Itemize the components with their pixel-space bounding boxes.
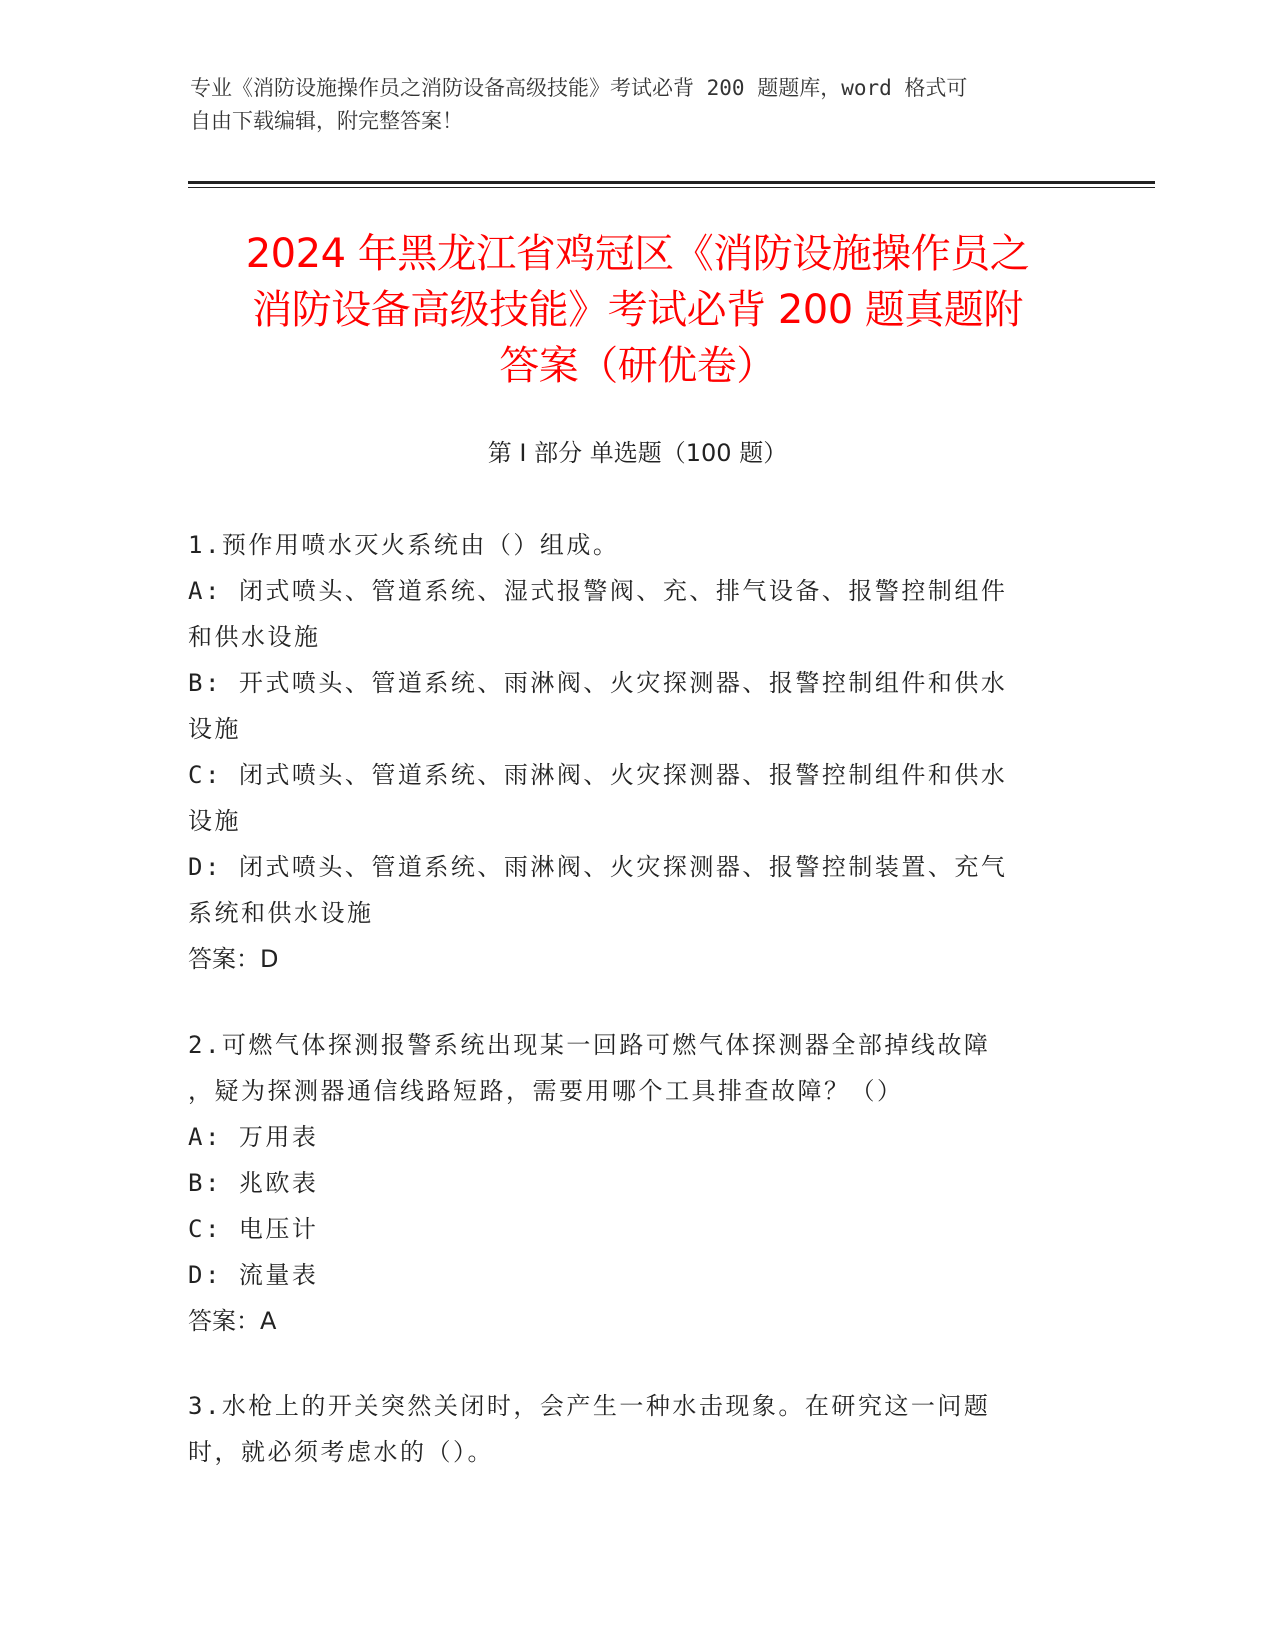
header-note-line: 自由下载编辑，附完整答案！ (190, 109, 463, 133)
question-1 (188, 522, 1088, 982)
option-b: B: 兆欧表 (188, 1169, 319, 1197)
option-b: B: 开式喷头、管道系统、雨淋阀、火灾探测器、报警控制组件和供水 (188, 669, 1008, 697)
document-title (170, 226, 1105, 394)
question-3 (188, 1383, 1088, 1475)
header-divider-thin (188, 187, 1155, 188)
question-stem: 1.预作用喷水灭火系统由（）组成。 (188, 531, 620, 559)
option-c: C: 电压计 (188, 1215, 319, 1243)
title-line: 答案（研优卷） (499, 343, 776, 389)
question-2 (188, 1022, 1088, 1344)
option-c: C: 闭式喷头、管道系统、雨淋阀、火灾探测器、报警控制组件和供水 (188, 761, 1008, 789)
option-a: A: 万用表 (188, 1123, 319, 1151)
option-b-continued: 设施 (188, 715, 241, 743)
question-stem-continued: ，疑为探测器通信线路短路，需要用哪个工具排查故障？（） (188, 1077, 904, 1105)
question-stem-continued: 时，就必须考虑水的（）。 (188, 1438, 494, 1466)
header-divider-thick (188, 181, 1155, 184)
header-note (190, 72, 1070, 138)
option-d: D: 流量表 (188, 1261, 319, 1289)
section-heading: 第 I 部分 单选题（100 题） (487, 439, 788, 467)
option-a: A: 闭式喷头、管道系统、湿式报警阀、充、排气设备、报警控制组件 (188, 577, 1008, 605)
answer: 答案：A (188, 1307, 277, 1335)
option-d: D: 闭式喷头、管道系统、雨淋阀、火灾探测器、报警控制装置、充气 (188, 853, 1008, 881)
title-line: 2024 年黑龙江省鸡冠区《消防设施操作员之 (245, 231, 1030, 277)
answer: 答案：D (188, 945, 279, 973)
question-stem: 2.可燃气体探测报警系统出现某一回路可燃气体探测器全部掉线故障 (188, 1031, 991, 1059)
option-c-continued: 设施 (188, 807, 241, 835)
header-note-line: 专业《消防设施操作员之消防设备高级技能》考试必背 200 题题库，word 格式可 (190, 76, 968, 100)
question-stem: 3.水枪上的开关突然关闭时，会产生一种水击现象。在研究这一问题 (188, 1392, 991, 1420)
option-a-continued: 和供水设施 (188, 623, 321, 651)
option-d-continued: 系统和供水设施 (188, 899, 374, 927)
title-line: 消防设备高级技能》考试必背 200 题真题附 (252, 287, 1023, 333)
